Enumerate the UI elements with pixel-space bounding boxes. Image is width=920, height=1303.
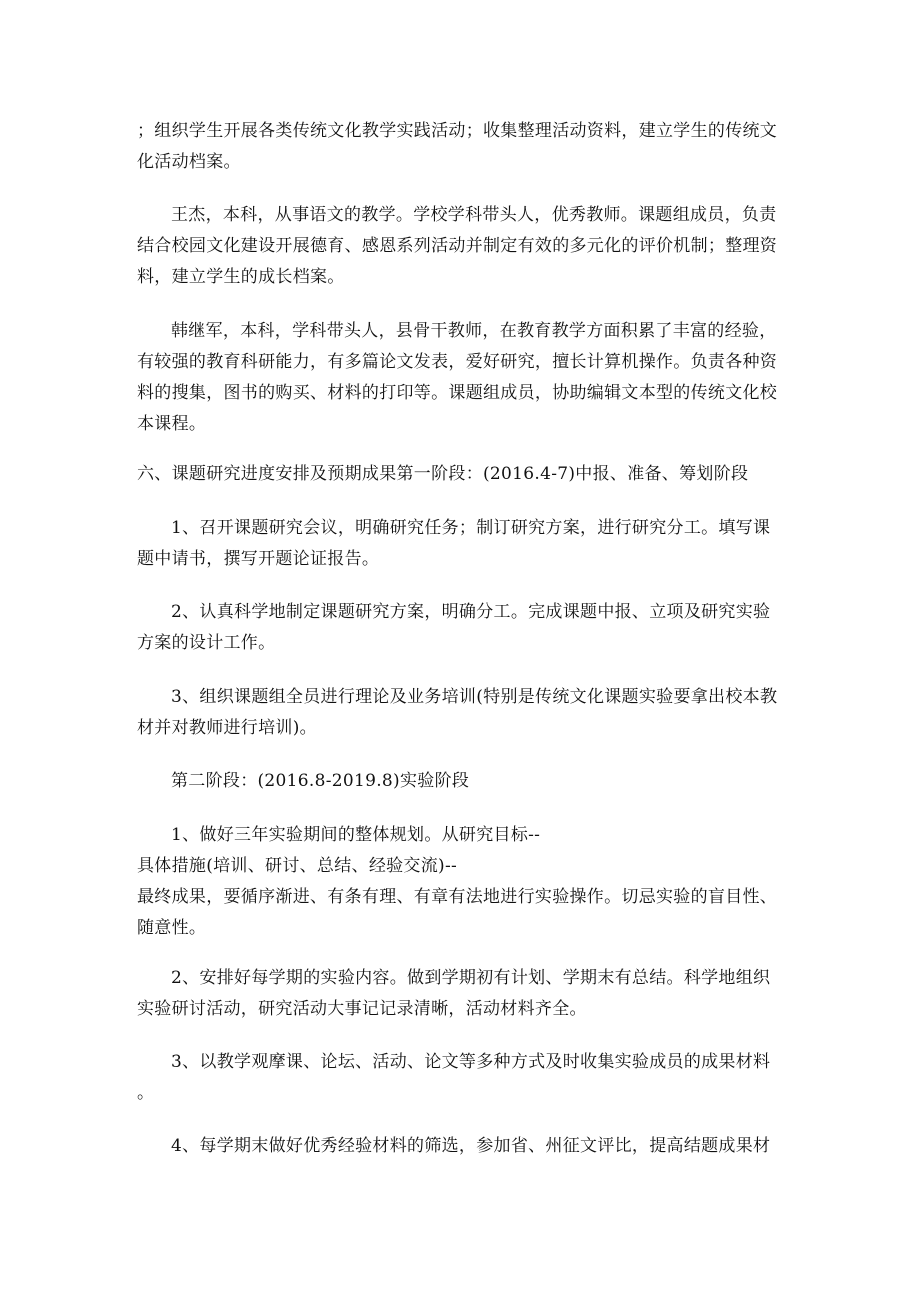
text-line: 2、认真科学地制定课题研究方案，明确分工。完成课题中报、立项及研究实验 (171, 602, 771, 622)
text-line: 六、课题研究进度安排及预期成果第一阶段：(2016.4-7)中报、准备、筹划阶段 (137, 464, 749, 484)
paragraph-1 (137, 116, 787, 178)
paragraph-stage1-item3 (137, 682, 787, 744)
text-line: 有较强的教育科研能力，有多篇论文发表，爱好研究，擅长计算机操作。负责各种资 (137, 352, 778, 372)
paragraph-stage1-item2 (137, 597, 787, 659)
text-line: 1、召开课题研究会议，明确研究任务；制订研究方案，进行研究分工。填写课 (171, 518, 771, 538)
paragraph-stage2-item3 (137, 1047, 787, 1109)
paragraph-stage2-item4 (137, 1131, 787, 1162)
paragraph-stage2-item2 (137, 963, 787, 1025)
text-line: 最终成果，要循序渐进、有条有理、有章有法地进行实验操作。切忌实验的盲目性、 (137, 887, 778, 907)
text-line: 3、以教学观摩课、论坛、活动、论文等多种方式及时收集实验成员的成果材料 (171, 1052, 771, 1072)
stage2-heading (137, 766, 787, 797)
section-heading-6 (137, 459, 787, 490)
text-line: 3、组织课题组全员进行理论及业务培训(特别是传统文化课题实验要拿出校本教 (171, 687, 778, 707)
text-line: 1、做好三年实验期间的整体规划。从研究目标-- (171, 825, 541, 845)
text-line: 韩继军，本科，学科带头人，县骨干教师，在教育教学方面积累了丰富的经验， (171, 321, 777, 341)
paragraph-stage1-item1 (137, 513, 787, 575)
text-line: ；组织学生开展各类传统文化教学实践活动；收集整理活动资料，建立学生的传统文 (137, 121, 778, 141)
paragraph-3 (137, 316, 787, 440)
paragraph-stage2-item1 (137, 820, 787, 944)
paragraph-2 (137, 200, 787, 293)
text-line: 方案的设计工作。 (137, 633, 276, 653)
text-line: 。 (137, 1083, 155, 1103)
text-line: 化活动档案。 (137, 152, 241, 172)
text-line: 随意性。 (137, 918, 207, 938)
text-line: 题中请书，撰写开题论证报告。 (137, 549, 380, 569)
text-line: 2、安排好每学期的实验内容。做到学期初有计划、学期末有总结。科学地组织 (171, 968, 771, 988)
text-line: 4、每学期末做好优秀经验材料的筛选，参加省、州征文评比，提高结题成果材 (171, 1136, 771, 1156)
text-line: 结合校园文化建设开展德育、感恩系列活动并制定有效的多元化的评价机制；整理资 (137, 236, 778, 256)
text-line: 料，建立学生的成长档案。 (137, 267, 345, 287)
text-line: 具体措施(培训、研讨、总结、经验交流)-- (137, 856, 458, 876)
text-line: 第二阶段：(2016.8-2019.8)实验阶段 (171, 771, 470, 791)
text-line: 王杰，本科，从事语文的教学。学校学科带头人，优秀教师。课题组成员，负责 (171, 205, 777, 225)
text-line: 本课程。 (137, 414, 207, 434)
text-line: 材并对教师进行培训)。 (137, 718, 317, 738)
text-line: 料的搜集，图书的购买、材料的打印等。课题组成员，协助编辑文本型的传统文化校 (137, 383, 778, 403)
text-line: 实验研讨活动，研究活动大事记记录清晰，活动材料齐全。 (137, 999, 587, 1019)
